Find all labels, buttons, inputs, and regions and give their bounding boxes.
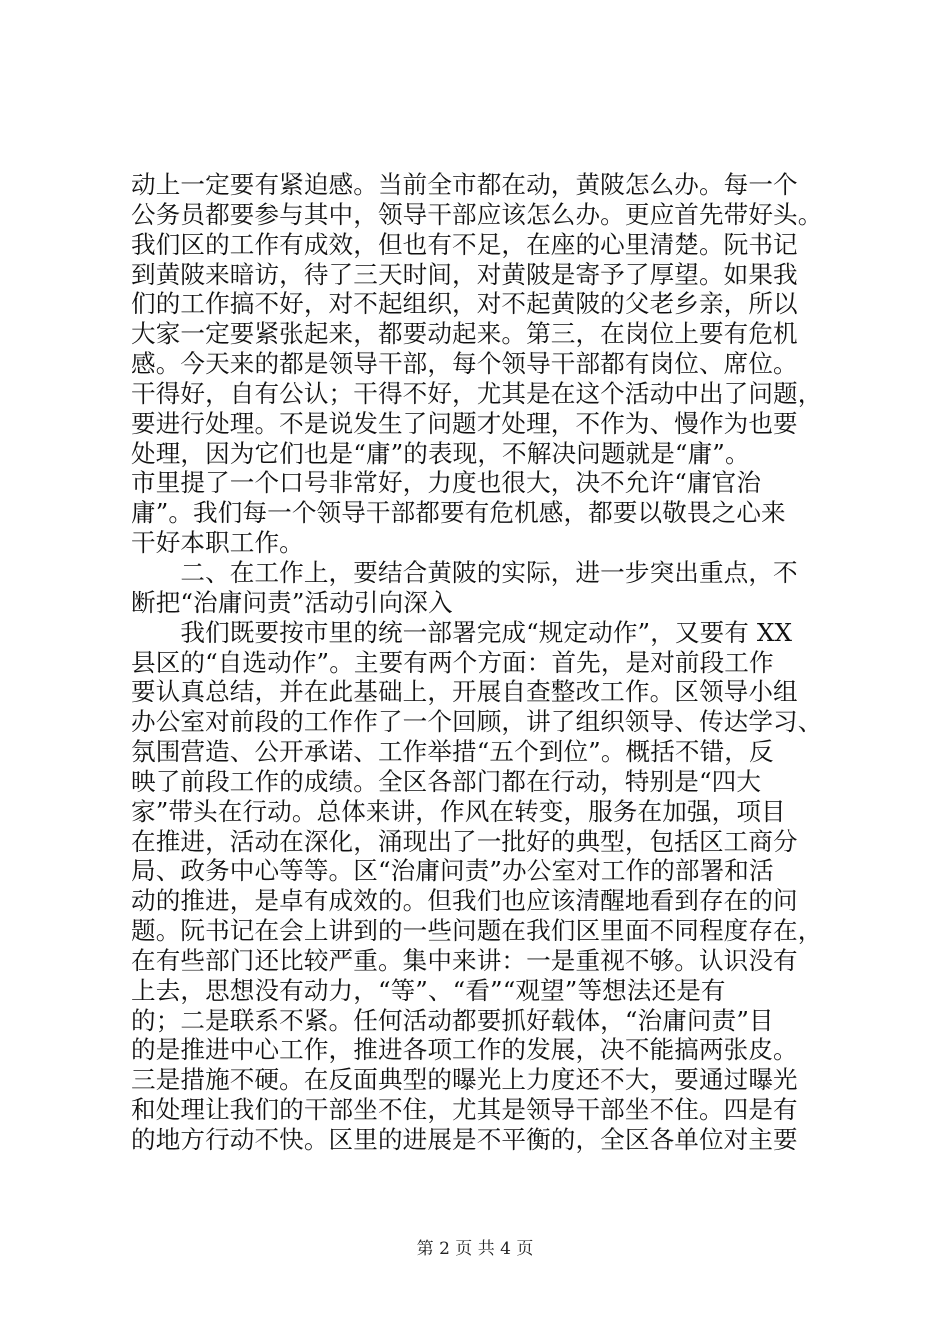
text-line: 上去，思想没有动力，“等”、“看”“观望”等想法还是有 <box>131 975 726 1005</box>
text-line: 动的推进，是卓有成效的。但我们也应该清醒地看到存在的问 <box>131 886 798 916</box>
text-line: 干好本职工作。 <box>131 528 304 558</box>
text-line: 县区的“自选动作”。主要有两个方面：首先，是对前段工作 <box>131 647 774 677</box>
text-line: 要进行处理。不是说发生了问题才处理，不作为、慢作为也要 <box>131 408 798 438</box>
text-line: 大家一定要紧张起来，都要动起来。第三，在岗位上要有危机 <box>131 319 798 349</box>
section-heading-line: 二、在工作上，要结合黄陂的实际，进一步突出重点，不 <box>131 557 798 587</box>
text-line: 办公室对前段的工作作了一个回顾，讲了组织领导、传达学习、 <box>131 707 823 737</box>
text-line: 氛围营造、公开承诺、工作举措“五个到位”。概括不错，反 <box>131 737 774 767</box>
text-line: 映了前段工作的成绩。全区各部门都在行动，特别是“四大 <box>131 766 762 796</box>
text-line: 干得好，自有公认；干得不好，尤其是在这个活动中出了问题， <box>131 378 823 408</box>
page-number: 第 2 页 共 4 页 <box>416 1239 534 1259</box>
section-heading-line: 断把“治庸问责”活动引向深入 <box>131 587 453 617</box>
text-line: 我们既要按市里的统一部署完成“规定动作”，又要有 XX <box>131 617 793 647</box>
text-line: 和处理让我们的干部坐不住，尤其是领导干部坐不住。四是有 <box>131 1095 798 1125</box>
text-line: 的是推进中心工作，推进各项工作的发展，决不能搞两张皮。 <box>131 1035 798 1065</box>
text-line: 市里提了一个口号非常好，力度也很大，决不允许“庸官治 <box>131 468 762 498</box>
text-line: 感。今天来的都是领导干部，每个领导干部都有岗位、席位。 <box>131 349 798 379</box>
text-line: 题。阮书记在会上讲到的一些问题在我们区里面不同程度存在， <box>131 916 823 946</box>
text-line: 公务员都要参与其中，领导干部应该怎么办。更应首先带好头。 <box>131 199 823 229</box>
text-line: 的；二是联系不紧。任何活动都要抓好载体，“治庸问责”目 <box>131 1005 774 1035</box>
text-line: 的地方行动不快。区里的进展是不平衡的，全区各单位对主要 <box>131 1125 798 1154</box>
text-line: 在推进，活动在深化，涌现出了一批好的典型，包括区工商分 <box>131 826 798 856</box>
text-line: 在有些部门还比较严重。集中来讲：一是重视不够。认识没有 <box>131 945 798 975</box>
page-footer <box>0 1238 950 1260</box>
text-line: 局、政务中心等等。区“治庸问责”办公室对工作的部署和活 <box>131 856 774 886</box>
text-line: 庸”。我们每一个领导干部都要有危机感，都要以敬畏之心来 <box>131 498 786 528</box>
text-line: 家”带头在行动。总体来讲，作风在转变，服务在加强，项目 <box>131 796 786 826</box>
document-body <box>131 170 831 1155</box>
text-line: 动上一定要有紧迫感。当前全市都在动，黄陂怎么办。每一个 <box>131 170 798 199</box>
text-line: 我们区的工作有成效，但也有不足，在座的心里清楚。阮书记 <box>131 229 798 259</box>
text-line: 三是措施不硬。在反面典型的曝光上力度还不大，要通过曝光 <box>131 1065 798 1095</box>
text-line: 们的工作搞不好，对不起组织，对不起黄陂的父老乡亲，所以 <box>131 289 798 319</box>
text-line: 处理，因为它们也是“庸”的表现，不解决问题就是“庸”。 <box>131 438 750 468</box>
text-line: 到黄陂来暗访，待了三天时间，对黄陂是寄予了厚望。如果我 <box>131 259 798 289</box>
text-line: 要认真总结，并在此基础上，开展自查整改工作。区领导小组 <box>131 677 798 707</box>
